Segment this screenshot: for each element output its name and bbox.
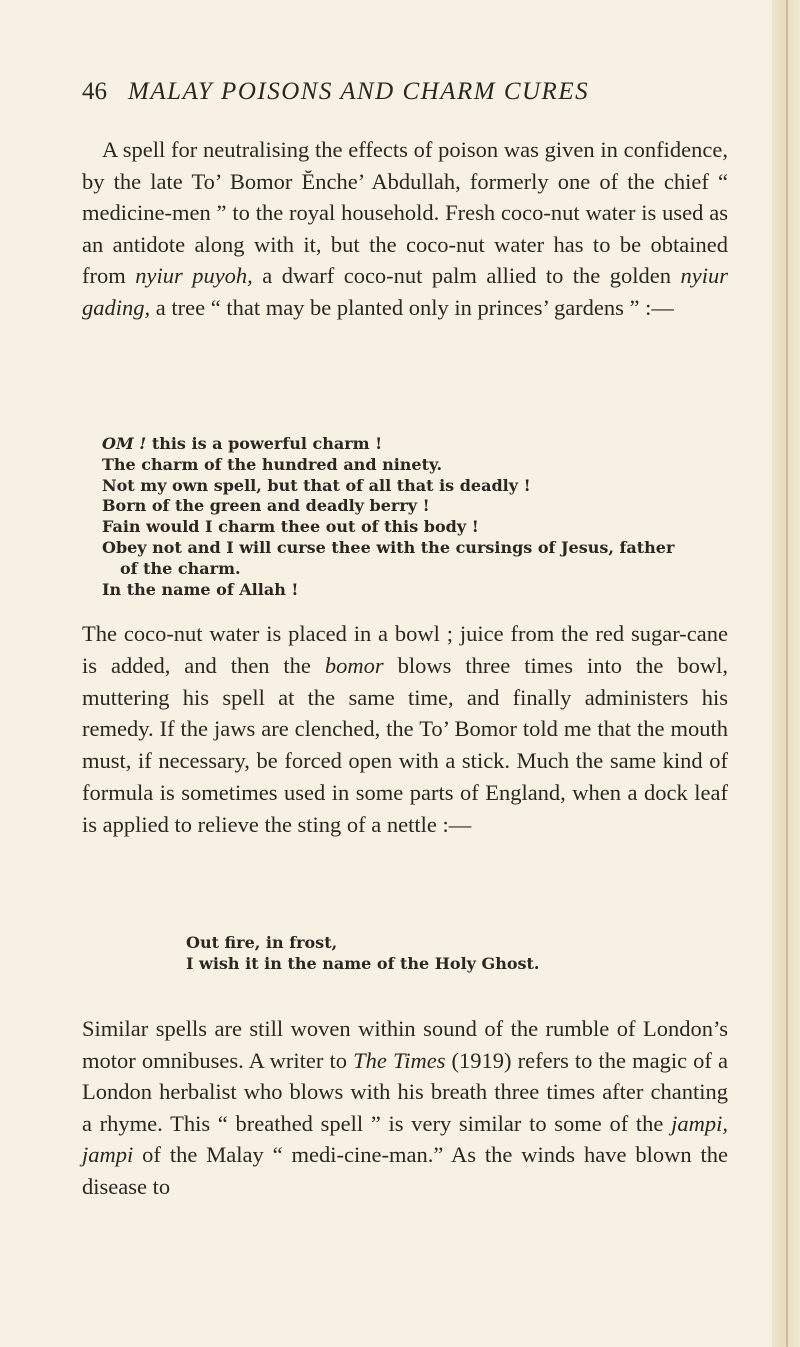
paragraph-london-spells xyxy=(82,1013,728,1203)
italic-term: nyiur puyoh, xyxy=(135,263,253,288)
verse-line: Not my own spell, but that of all that is deadly ! xyxy=(102,475,531,495)
italic-term: The Times xyxy=(353,1047,446,1073)
paragraph-spell-intro xyxy=(82,134,728,323)
nettle-rhyme xyxy=(186,933,800,975)
verse-line: of the charm. xyxy=(120,558,241,578)
paragraph-text: (1919) refers to the magic of a London herbalist who blows with his breath three times after chanting a rhyme. This “ breathed spell ” is very similar to some of the xyxy=(82,1047,728,1136)
italic-term: bomor xyxy=(324,652,384,678)
verse-line: Out fire, in frost, xyxy=(186,933,338,952)
paragraph-remedy xyxy=(82,618,728,841)
verse-line: Fain would I charm thee out of this body ! xyxy=(102,517,479,537)
verse-text: this is a powerful charm ! xyxy=(146,434,383,453)
paragraph-text: A spell for neutralising the effects of poison was given in confidence, by the late To’ Bomor Ĕnche’ Abdullah, formerly one of the chief “ medicine-men ” to the royal household. Fresh coco-nut water is used as an antidote along with it, but the coco-nut water has to be obtained from xyxy=(82,137,728,288)
spell-verse xyxy=(102,434,742,600)
page-number: 46 xyxy=(82,78,107,105)
verse-line: Obey not and I will curse thee with the cursings of Jesus, father xyxy=(102,537,675,557)
paragraph-text: blows three times into the bowl, muttering his spell at the same time, and finally administers his remedy. If the jaws are clenched, the To’ Bomor told me that the mouth must, if necessary, be forced open with a stick. Much the same kind of formula is sometimes used in some parts of England, when a dock leaf is applied to relieve the sting of a nettle :— xyxy=(82,652,728,837)
page-fold-line xyxy=(786,0,788,1347)
paragraph-text: of the Malay “ medi-cine-man.” As the winds have blown the disease to xyxy=(82,1142,728,1199)
verse-om: OM ! xyxy=(102,434,147,453)
italic-term: jampi, jampi xyxy=(82,1110,728,1168)
italic-term: nyiur gading, xyxy=(82,263,728,320)
verse-line: In the name of Allah ! xyxy=(102,579,299,599)
paragraph-text: Similar spells are still woven within sound of the rumble of London’s motor omnibuses. A writer to xyxy=(82,1016,728,1073)
paragraph-text: a tree “ that may be planted only in princes’ gardens ” :— xyxy=(150,294,674,320)
paragraph-text: a dwarf coco-nut palm allied to the golden xyxy=(252,263,681,288)
verse-line: I wish it in the name of the Holy Ghost. xyxy=(186,953,540,973)
verse-line: Born of the green and deadly berry ! xyxy=(102,496,430,516)
running-head: MALAY POISONS AND CHARM CURES xyxy=(128,78,590,105)
verse-line: The charm of the hundred and ninety. xyxy=(102,454,443,474)
paragraph-text: The coco-nut water is placed in a bowl ; juice from the red sugar-cane is added, and then the xyxy=(82,621,728,678)
page-header xyxy=(82,72,722,112)
verse-line xyxy=(102,434,742,455)
